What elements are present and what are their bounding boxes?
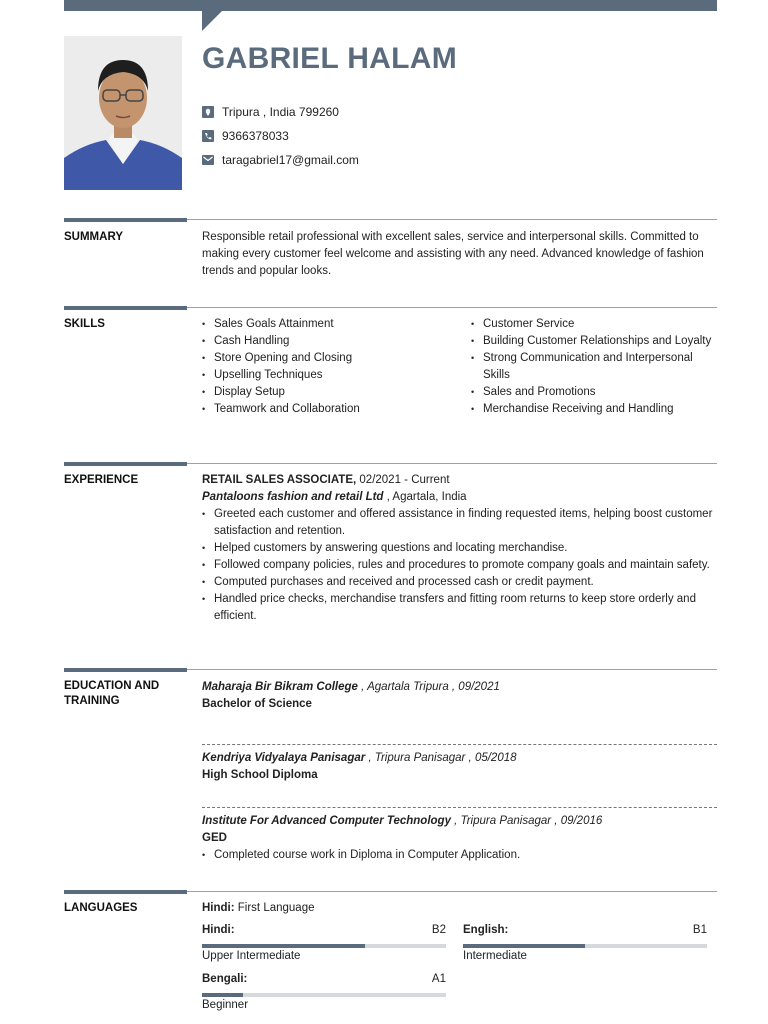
contact-email [202, 153, 359, 167]
summary-heading: SUMMARY [64, 231, 123, 243]
skills-list-right [471, 316, 717, 418]
top-accent-bar [64, 0, 717, 11]
skill-item: • Strong Communication and Interpersonal Skills [471, 350, 717, 384]
language-row-hindi [202, 924, 446, 936]
language-level-bar [202, 944, 446, 948]
skill-item: • Sales Goals Attainment [202, 316, 457, 333]
summary-divider [64, 218, 187, 222]
language-level-bar [202, 993, 446, 997]
education-separator [202, 744, 717, 745]
education-separator [202, 807, 717, 808]
skill-item: • Upselling Techniques [202, 367, 457, 384]
job-dates: 02/2021 - Current [356, 474, 450, 486]
contact-phone [202, 129, 289, 143]
language-name: Hindi: [202, 924, 235, 936]
edu-degree: GED [202, 832, 227, 844]
edu-notes [202, 847, 717, 864]
edu-degree: High School Diploma [202, 769, 318, 781]
edu-school: Maharaja Bir Bikram College [202, 681, 358, 693]
language-code: B2 [431, 924, 446, 936]
phone-icon [202, 130, 214, 142]
language-code: A1 [431, 973, 446, 985]
top-accent-notch [202, 11, 222, 31]
languages-heading: LANGUAGES [64, 902, 138, 914]
skill-item: • Sales and Promotions [471, 384, 717, 401]
job-location: , Agartala, India [383, 491, 467, 503]
education-entry [202, 679, 717, 713]
skills-heading: SKILLS [64, 318, 105, 330]
language-code: B1 [692, 924, 707, 936]
skill-item: • Customer Service [471, 316, 717, 333]
job-title-line [202, 472, 717, 489]
language-name: Bengali: [202, 973, 248, 985]
experience-entry [202, 472, 717, 625]
skill-item: • Teamwork and Collaboration [202, 401, 457, 418]
skill-item: • Merchandise Receiving and Handling [471, 401, 717, 418]
edu-place: , Tripura Panisagar , 05/2018 [365, 752, 517, 764]
edu-note: • Completed course work in Diploma in Computer Application. [202, 847, 717, 864]
language-level-fill [202, 993, 243, 997]
skill-item: • Building Customer Relationships and Loyalty [471, 333, 717, 350]
language-level-text: Beginner [202, 999, 249, 1011]
language-level-bar [463, 944, 707, 948]
candidate-name: GABRIEL HALAM [202, 42, 458, 75]
experience-heading: EXPERIENCE [64, 474, 139, 486]
edu-place: , Tripura Panisagar , 09/2016 [450, 815, 603, 827]
job-bullet: • Computed purchases and received and processed cash or credit payment. [202, 574, 717, 591]
edu-degree: Bachelor of Science [202, 698, 312, 710]
languages-divider [64, 890, 187, 894]
phone-text: 9366378033 [222, 129, 289, 143]
education-heading-line1: EDUCATION AND [64, 680, 160, 692]
language-level-fill [202, 944, 365, 948]
job-bullet: • Followed company policies, rules and procedures to promote company goals and maintain safety. [202, 557, 717, 574]
edu-school: Kendriya Vidyalaya Panisagar [202, 752, 366, 764]
first-language-label: Hindi: [202, 902, 235, 914]
first-language [202, 900, 717, 917]
language-level-text: Intermediate [463, 950, 527, 962]
job-bullet: • Helped customers by answering questions and locating merchandise. [202, 540, 717, 557]
job-company: Pantaloons fashion and retail Ltd [202, 491, 384, 503]
language-row-english [463, 924, 707, 936]
skill-item: • Cash Handling [202, 333, 457, 350]
location-pin-icon [202, 106, 214, 118]
language-name: English: [463, 924, 509, 936]
email-text: taragabriel17@gmail.com [222, 153, 359, 167]
language-row-bengali [202, 973, 446, 985]
job-bullet: • Handled price checks, merchandise transfers and fitting room returns to keep store orderly and efficient. [202, 591, 717, 625]
job-bullet: • Greeted each customer and offered assistance in finding requested items, helping boost customer satisfaction and retention. [202, 506, 717, 540]
experience-divider [64, 462, 187, 466]
language-level-fill [463, 944, 585, 948]
profile-photo [64, 36, 182, 190]
edu-school: Institute For Advanced Computer Technology [202, 815, 451, 827]
summary-text: Responsible retail professional with excellent sales, service and interpersonal skills. Committed to making every customer feel welcome and assisting with any need. Advanced knowledge of fashion trends and popular looks. [202, 231, 704, 277]
education-divider [64, 668, 187, 672]
location-text: Tripura , India 799260 [222, 105, 339, 119]
email-icon [202, 154, 214, 166]
edu-place: , Agartala Tripura , 09/2021 [357, 681, 500, 693]
education-entry [202, 813, 717, 864]
job-company-line [202, 489, 717, 506]
job-bullets [202, 506, 717, 625]
education-heading-line2: TRAINING [64, 695, 120, 707]
contact-location [202, 105, 339, 119]
skill-item: • Store Opening and Closing [202, 350, 457, 367]
education-heading [64, 679, 159, 709]
education-entry [202, 750, 717, 784]
first-language-value: First Language [234, 902, 315, 914]
skills-divider [64, 306, 187, 310]
language-level-text: Upper Intermediate [202, 950, 301, 962]
job-title: RETAIL SALES ASSOCIATE, [202, 474, 357, 486]
skills-list-left [202, 316, 457, 418]
skill-item: • Display Setup [202, 384, 457, 401]
